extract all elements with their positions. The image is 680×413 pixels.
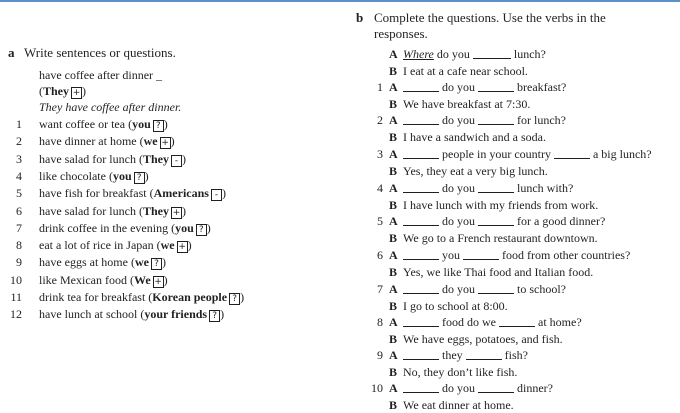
a-label: A bbox=[389, 80, 398, 94]
answer-blank[interactable] bbox=[478, 214, 514, 226]
question-text: do you bbox=[442, 181, 475, 195]
question-text: do you bbox=[442, 282, 475, 296]
example-answer: They have coffee after dinner. bbox=[39, 100, 182, 114]
response-line bbox=[389, 398, 514, 413]
response-line bbox=[389, 164, 548, 179]
exercise-a-item: like Mexican food (We + ) bbox=[39, 272, 168, 287]
b-example-response bbox=[389, 64, 528, 79]
exercise-a-item: drink coffee in the evening (you ? ) bbox=[39, 220, 211, 235]
b-label: B bbox=[389, 164, 398, 178]
a-label: A bbox=[389, 47, 398, 61]
item-number: 8 bbox=[377, 315, 383, 329]
exercise-a-item: have salad for lunch (They - ) bbox=[39, 151, 186, 166]
exercise-a-item: have eggs at home (we ? ) bbox=[39, 255, 166, 270]
response-text: Yes, they eat a very big lunch. bbox=[403, 164, 548, 178]
response-text: We eat dinner at home. bbox=[403, 398, 514, 412]
response-text: I have a sandwich and a soda. bbox=[403, 130, 546, 144]
item-prompt: like chocolate bbox=[39, 168, 106, 183]
sign-icon: + bbox=[161, 138, 169, 149]
answer-blank[interactable] bbox=[466, 348, 502, 360]
answer-blank[interactable] bbox=[499, 315, 535, 327]
b-label: B bbox=[389, 130, 398, 144]
exercise-a-item: like chocolate (you ? ) bbox=[39, 168, 149, 183]
question-text: they bbox=[442, 348, 463, 362]
item-prompt: have salad for lunch bbox=[39, 151, 136, 166]
b-label: B bbox=[389, 398, 398, 412]
answer-blank[interactable] bbox=[463, 248, 499, 260]
question-text: do you bbox=[442, 381, 475, 395]
answer-blank[interactable] bbox=[554, 147, 590, 159]
answer-blank[interactable] bbox=[403, 381, 439, 393]
b-label: B bbox=[389, 198, 398, 212]
item-number: 4 bbox=[16, 168, 22, 183]
answer-blank[interactable] bbox=[403, 80, 439, 92]
sign-icon: ? bbox=[196, 224, 207, 236]
item-number: 10 bbox=[10, 272, 22, 287]
item-number: 7 bbox=[16, 220, 22, 235]
question-end: at home? bbox=[538, 315, 582, 329]
answer-blank[interactable] bbox=[478, 80, 514, 92]
section-b-instruction-2: responses. bbox=[374, 26, 428, 41]
question-end: dinner? bbox=[517, 381, 553, 395]
answer-blank[interactable] bbox=[478, 113, 514, 125]
item-subject: you bbox=[132, 117, 151, 131]
question-line bbox=[389, 181, 573, 196]
b-label: B bbox=[389, 299, 398, 313]
item-subject: you bbox=[175, 220, 194, 235]
item-prompt: like Mexican food bbox=[39, 272, 127, 287]
sign-icon: + bbox=[172, 207, 181, 218]
exercise-a-item: want coffee or tea (you ? ) bbox=[39, 117, 168, 131]
answer-blank[interactable] bbox=[403, 348, 439, 360]
response-line bbox=[389, 130, 546, 145]
answer-blank[interactable] bbox=[403, 181, 439, 193]
item-subject: your friends bbox=[144, 307, 208, 322]
item-number: 2 bbox=[16, 134, 22, 149]
question-text: do you bbox=[442, 80, 475, 94]
answer-blank[interactable] bbox=[403, 315, 439, 327]
b-label: B bbox=[389, 332, 398, 346]
answer-blank[interactable] bbox=[473, 47, 511, 59]
item-prompt: have dinner at home bbox=[39, 134, 137, 149]
b-label: B bbox=[389, 97, 398, 111]
answer-blank[interactable] bbox=[478, 282, 514, 294]
plus-sign-icon: + bbox=[72, 88, 81, 98]
sign-icon: + bbox=[178, 242, 186, 253]
item-number: 3 bbox=[16, 151, 22, 166]
item-subject: We bbox=[133, 272, 151, 287]
response-text: Yes, we like Thai food and Italian food. bbox=[403, 265, 594, 279]
item-subject: we bbox=[143, 134, 158, 149]
item-prompt: eat a lot of rice in Japan bbox=[39, 238, 154, 253]
question-end: breakfast? bbox=[517, 80, 567, 94]
item-number: 10 bbox=[371, 381, 383, 395]
item-prompt: have eggs at home bbox=[39, 255, 128, 270]
item-subject: you bbox=[112, 168, 132, 183]
question-end: for a good dinner? bbox=[517, 214, 606, 228]
question-line bbox=[389, 282, 566, 297]
a-label: A bbox=[389, 282, 398, 296]
b-label: B bbox=[389, 365, 398, 379]
example-subject: They bbox=[43, 84, 70, 98]
response-text: We go to a French restaurant downtown. bbox=[403, 231, 598, 245]
answer-blank[interactable] bbox=[403, 214, 439, 226]
item-prompt: have salad for lunch bbox=[39, 203, 136, 218]
item-prompt: have lunch at school bbox=[39, 307, 138, 322]
question-line bbox=[389, 248, 630, 263]
response-line bbox=[389, 299, 508, 314]
example-cue: (They + ) bbox=[39, 84, 87, 98]
question-line bbox=[389, 113, 566, 128]
item-subject: They bbox=[142, 203, 169, 218]
section-a-letter: a bbox=[8, 45, 15, 60]
response-text: I have lunch with my friends from work. bbox=[403, 198, 599, 212]
item-prompt: want coffee or tea bbox=[39, 117, 126, 131]
sign-icon: ? bbox=[134, 172, 145, 184]
exercise-a-item: have lunch at school (your friends ? ) bbox=[39, 307, 225, 322]
item-prompt: have fish for breakfast bbox=[39, 186, 147, 201]
question-text: do you bbox=[442, 113, 475, 127]
a-label: A bbox=[389, 113, 398, 127]
item-number: 4 bbox=[377, 181, 383, 195]
section-a-instruction: Write sentences or questions. bbox=[24, 45, 176, 60]
item-subject: They bbox=[142, 151, 169, 166]
item-number: 1 bbox=[377, 80, 383, 94]
item-number: 8 bbox=[16, 238, 22, 253]
b-label: B bbox=[389, 64, 398, 78]
item-number: 9 bbox=[377, 348, 383, 362]
sign-icon: - bbox=[211, 189, 222, 201]
answer-blank[interactable] bbox=[478, 181, 514, 193]
question-text: food do we bbox=[442, 315, 496, 329]
example-response-text: I eat at a cafe near school. bbox=[403, 64, 528, 78]
sign-icon: + bbox=[154, 276, 162, 287]
item-subject: we bbox=[134, 255, 149, 270]
b-example-question bbox=[389, 47, 546, 62]
sign-icon: ? bbox=[229, 293, 240, 305]
item-subject: Korean people bbox=[152, 290, 228, 304]
a-label: A bbox=[389, 248, 398, 262]
item-number: 5 bbox=[16, 186, 22, 201]
answer-blank[interactable] bbox=[403, 282, 439, 294]
b-label: B bbox=[389, 231, 398, 245]
a-label: A bbox=[389, 381, 398, 395]
question-end: to school? bbox=[517, 282, 566, 296]
question-line bbox=[389, 348, 528, 363]
response-text: We have breakfast at 7:30. bbox=[403, 97, 531, 111]
a-label: A bbox=[389, 315, 398, 329]
question-line bbox=[389, 381, 553, 396]
item-number: 2 bbox=[377, 113, 383, 127]
question-line bbox=[389, 147, 652, 162]
answer-blank[interactable] bbox=[403, 147, 439, 159]
example-where: Where bbox=[403, 47, 434, 61]
item-number: 1 bbox=[16, 117, 22, 131]
a-label: A bbox=[389, 181, 398, 195]
question-text: people in your country bbox=[442, 147, 551, 161]
example-end: lunch? bbox=[513, 47, 546, 61]
question-line bbox=[389, 80, 566, 95]
exercise-a-item: have fish for breakfast (Americans - ) bbox=[39, 186, 226, 201]
exercise-a-item: have dinner at home (we + ) bbox=[39, 134, 175, 149]
question-line bbox=[389, 214, 605, 229]
item-prompt: drink tea for breakfast bbox=[39, 290, 146, 304]
section-b-instruction-1: Complete the questions. Use the verbs in the bbox=[374, 10, 606, 25]
item-number: 9 bbox=[16, 255, 22, 270]
item-subject: Americans bbox=[153, 186, 209, 201]
exercise-a-item: have salad for lunch (They + ) bbox=[39, 203, 186, 218]
sign-icon: ? bbox=[153, 120, 164, 132]
question-end: fish? bbox=[504, 348, 528, 362]
exercise-a-item: eat a lot of rice in Japan (we + ) bbox=[39, 238, 192, 253]
item-number: 5 bbox=[377, 214, 383, 228]
response-line bbox=[389, 365, 517, 380]
sign-icon: ? bbox=[151, 258, 162, 270]
exercise-a-item: drink tea for breakfast (Korean people ? ) bbox=[39, 290, 245, 304]
response-text: We have eggs, potatoes, and fish. bbox=[403, 332, 563, 346]
a-label: A bbox=[389, 348, 398, 362]
response-text: I go to school at 8:00. bbox=[403, 299, 508, 313]
answer-blank[interactable] bbox=[403, 113, 439, 125]
question-text: you bbox=[442, 248, 460, 262]
question-end: lunch with? bbox=[517, 181, 574, 195]
item-number: 3 bbox=[377, 147, 383, 161]
response-line bbox=[389, 265, 593, 280]
section-b-letter: b bbox=[356, 10, 364, 25]
response-line bbox=[389, 97, 530, 112]
response-line bbox=[389, 332, 563, 347]
example-mid: do you bbox=[436, 47, 470, 61]
b-label: B bbox=[389, 265, 398, 279]
a-label: A bbox=[389, 214, 398, 228]
question-end: a big lunch? bbox=[592, 147, 652, 161]
answer-blank[interactable] bbox=[403, 248, 439, 260]
example-prompt: have coffee after dinner _ bbox=[39, 68, 163, 82]
header-rule bbox=[0, 0, 680, 2]
item-number: 7 bbox=[377, 282, 383, 296]
a-label: A bbox=[389, 147, 398, 161]
item-number: 11 bbox=[10, 290, 22, 304]
item-number: 12 bbox=[10, 307, 22, 322]
item-subject: we bbox=[160, 238, 175, 253]
response-line bbox=[389, 231, 598, 246]
item-number: 6 bbox=[16, 203, 22, 218]
question-end: for lunch? bbox=[517, 113, 566, 127]
question-text: do you bbox=[442, 214, 475, 228]
response-text: No, they don’t like fish. bbox=[403, 365, 518, 379]
question-end: food from other countries? bbox=[502, 248, 631, 262]
item-number: 6 bbox=[377, 248, 383, 262]
answer-blank[interactable] bbox=[478, 381, 514, 393]
sign-icon: ? bbox=[209, 310, 220, 322]
item-prompt: drink coffee in the evening bbox=[39, 220, 169, 235]
question-line bbox=[389, 315, 582, 330]
sign-icon: - bbox=[171, 155, 182, 167]
response-line bbox=[389, 198, 598, 213]
